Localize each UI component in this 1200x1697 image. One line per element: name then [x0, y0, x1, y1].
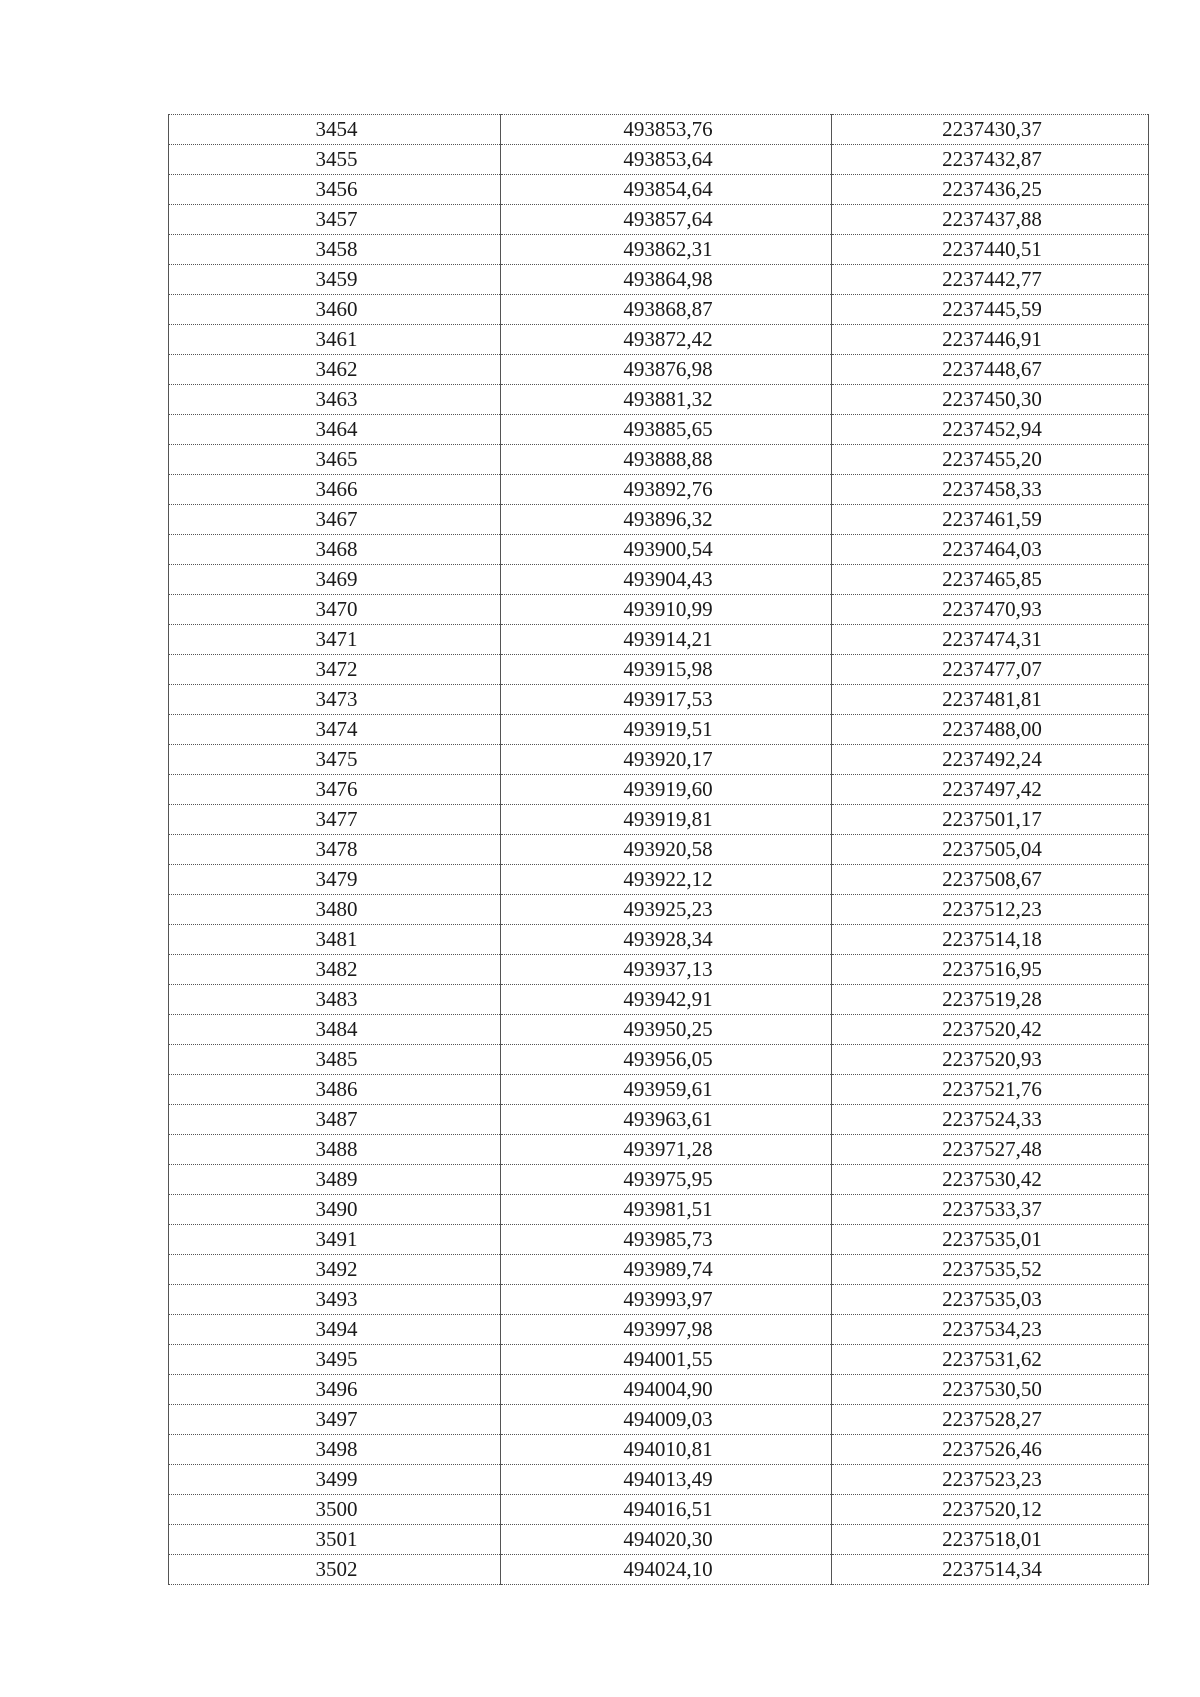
y-coordinate-cell: 2237535,03 [832, 1285, 1149, 1315]
y-coordinate-cell: 2237527,48 [832, 1135, 1149, 1165]
x-coordinate-cell: 493862,31 [501, 235, 832, 265]
x-coordinate-cell: 493876,98 [501, 355, 832, 385]
x-coordinate-cell: 493864,98 [501, 265, 832, 295]
table-row [169, 685, 1149, 715]
point-number-cell: 3500 [169, 1495, 501, 1525]
point-number-cell: 3486 [169, 1075, 501, 1105]
table-row [169, 865, 1149, 895]
table-row [169, 895, 1149, 925]
y-coordinate-cell: 2237440,51 [832, 235, 1149, 265]
table-row [169, 205, 1149, 235]
point-number-cell: 3466 [169, 475, 501, 505]
x-coordinate-cell: 493914,21 [501, 625, 832, 655]
point-number-cell: 3458 [169, 235, 501, 265]
table-row [169, 415, 1149, 445]
table-row [169, 1315, 1149, 1345]
table-row [169, 775, 1149, 805]
point-number-cell: 3471 [169, 625, 501, 655]
table-row [169, 1405, 1149, 1435]
y-coordinate-cell: 2237530,42 [832, 1165, 1149, 1195]
y-coordinate-cell: 2237535,01 [832, 1225, 1149, 1255]
table-row [169, 1345, 1149, 1375]
x-coordinate-cell: 493919,81 [501, 805, 832, 835]
point-number-cell: 3498 [169, 1435, 501, 1465]
x-coordinate-cell: 494004,90 [501, 1375, 832, 1405]
point-number-cell: 3457 [169, 205, 501, 235]
y-coordinate-cell: 2237521,76 [832, 1075, 1149, 1105]
table-row [169, 385, 1149, 415]
table-row [169, 535, 1149, 565]
table-row [169, 955, 1149, 985]
point-number-cell: 3502 [169, 1555, 501, 1585]
table-row [169, 265, 1149, 295]
point-number-cell: 3473 [169, 685, 501, 715]
table-row [169, 1555, 1149, 1585]
point-number-cell: 3495 [169, 1345, 501, 1375]
x-coordinate-cell: 494020,30 [501, 1525, 832, 1555]
point-number-cell: 3464 [169, 415, 501, 445]
y-coordinate-cell: 2237497,42 [832, 775, 1149, 805]
x-coordinate-cell: 493904,43 [501, 565, 832, 595]
x-coordinate-cell: 493915,98 [501, 655, 832, 685]
coordinates-table [168, 114, 1149, 1585]
table-row [169, 1165, 1149, 1195]
table-row [169, 295, 1149, 325]
table-row [169, 925, 1149, 955]
table-row [169, 655, 1149, 685]
table-row [169, 1225, 1149, 1255]
point-number-cell: 3467 [169, 505, 501, 535]
x-coordinate-cell: 493942,91 [501, 985, 832, 1015]
table-row [169, 1255, 1149, 1285]
x-coordinate-cell: 493868,87 [501, 295, 832, 325]
x-coordinate-cell: 493920,17 [501, 745, 832, 775]
x-coordinate-cell: 493917,53 [501, 685, 832, 715]
point-number-cell: 3477 [169, 805, 501, 835]
x-coordinate-cell: 493857,64 [501, 205, 832, 235]
x-coordinate-cell: 493997,98 [501, 1315, 832, 1345]
x-coordinate-cell: 494001,55 [501, 1345, 832, 1375]
y-coordinate-cell: 2237446,91 [832, 325, 1149, 355]
x-coordinate-cell: 493853,64 [501, 145, 832, 175]
point-number-cell: 3492 [169, 1255, 501, 1285]
y-coordinate-cell: 2237464,03 [832, 535, 1149, 565]
x-coordinate-cell: 493975,95 [501, 1165, 832, 1195]
x-coordinate-cell: 493853,76 [501, 115, 832, 145]
point-number-cell: 3487 [169, 1105, 501, 1135]
table-row [169, 1105, 1149, 1135]
y-coordinate-cell: 2237514,34 [832, 1555, 1149, 1585]
table-row [169, 985, 1149, 1015]
x-coordinate-cell: 494010,81 [501, 1435, 832, 1465]
point-number-cell: 3456 [169, 175, 501, 205]
y-coordinate-cell: 2237477,07 [832, 655, 1149, 685]
x-coordinate-cell: 493896,32 [501, 505, 832, 535]
y-coordinate-cell: 2237508,67 [832, 865, 1149, 895]
table-row [169, 1045, 1149, 1075]
x-coordinate-cell: 493956,05 [501, 1045, 832, 1075]
y-coordinate-cell: 2237492,24 [832, 745, 1149, 775]
point-number-cell: 3461 [169, 325, 501, 355]
table-row [169, 1375, 1149, 1405]
x-coordinate-cell: 493922,12 [501, 865, 832, 895]
y-coordinate-cell: 2237465,85 [832, 565, 1149, 595]
x-coordinate-cell: 493937,13 [501, 955, 832, 985]
point-number-cell: 3488 [169, 1135, 501, 1165]
x-coordinate-cell: 493892,76 [501, 475, 832, 505]
table-row [169, 805, 1149, 835]
point-number-cell: 3493 [169, 1285, 501, 1315]
y-coordinate-cell: 2237535,52 [832, 1255, 1149, 1285]
y-coordinate-cell: 2237520,42 [832, 1015, 1149, 1045]
y-coordinate-cell: 2237524,33 [832, 1105, 1149, 1135]
point-number-cell: 3454 [169, 115, 501, 145]
x-coordinate-cell: 494013,49 [501, 1465, 832, 1495]
table-row [169, 145, 1149, 175]
table-row [169, 235, 1149, 265]
point-number-cell: 3484 [169, 1015, 501, 1045]
y-coordinate-cell: 2237448,67 [832, 355, 1149, 385]
table-row [169, 835, 1149, 865]
table-row [169, 745, 1149, 775]
point-number-cell: 3490 [169, 1195, 501, 1225]
x-coordinate-cell: 493919,60 [501, 775, 832, 805]
table-row [169, 355, 1149, 385]
x-coordinate-cell: 493910,99 [501, 595, 832, 625]
point-number-cell: 3465 [169, 445, 501, 475]
x-coordinate-cell: 493985,73 [501, 1225, 832, 1255]
y-coordinate-cell: 2237531,62 [832, 1345, 1149, 1375]
y-coordinate-cell: 2237442,77 [832, 265, 1149, 295]
table-row [169, 625, 1149, 655]
point-number-cell: 3494 [169, 1315, 501, 1345]
y-coordinate-cell: 2237530,50 [832, 1375, 1149, 1405]
y-coordinate-cell: 2237481,81 [832, 685, 1149, 715]
x-coordinate-cell: 493928,34 [501, 925, 832, 955]
y-coordinate-cell: 2237470,93 [832, 595, 1149, 625]
x-coordinate-cell: 493885,65 [501, 415, 832, 445]
y-coordinate-cell: 2237519,28 [832, 985, 1149, 1015]
point-number-cell: 3483 [169, 985, 501, 1015]
point-number-cell: 3474 [169, 715, 501, 745]
y-coordinate-cell: 2237474,31 [832, 625, 1149, 655]
point-number-cell: 3501 [169, 1525, 501, 1555]
y-coordinate-cell: 2237445,59 [832, 295, 1149, 325]
point-number-cell: 3455 [169, 145, 501, 175]
table-row [169, 565, 1149, 595]
point-number-cell: 3481 [169, 925, 501, 955]
y-coordinate-cell: 2237455,20 [832, 445, 1149, 475]
point-number-cell: 3460 [169, 295, 501, 325]
point-number-cell: 3499 [169, 1465, 501, 1495]
y-coordinate-cell: 2237432,87 [832, 145, 1149, 175]
table-row [169, 1285, 1149, 1315]
point-number-cell: 3462 [169, 355, 501, 385]
point-number-cell: 3469 [169, 565, 501, 595]
point-number-cell: 3475 [169, 745, 501, 775]
x-coordinate-cell: 493971,28 [501, 1135, 832, 1165]
x-coordinate-cell: 493888,88 [501, 445, 832, 475]
y-coordinate-cell: 2237505,04 [832, 835, 1149, 865]
point-number-cell: 3485 [169, 1045, 501, 1075]
y-coordinate-cell: 2237520,93 [832, 1045, 1149, 1075]
x-coordinate-cell: 493993,97 [501, 1285, 832, 1315]
x-coordinate-cell: 493950,25 [501, 1015, 832, 1045]
y-coordinate-cell: 2237430,37 [832, 115, 1149, 145]
y-coordinate-cell: 2237533,37 [832, 1195, 1149, 1225]
x-coordinate-cell: 493900,54 [501, 535, 832, 565]
x-coordinate-cell: 494009,03 [501, 1405, 832, 1435]
x-coordinate-cell: 493925,23 [501, 895, 832, 925]
y-coordinate-cell: 2237512,23 [832, 895, 1149, 925]
point-number-cell: 3480 [169, 895, 501, 925]
table-row [169, 1495, 1149, 1525]
y-coordinate-cell: 2237458,33 [832, 475, 1149, 505]
y-coordinate-cell: 2237518,01 [832, 1525, 1149, 1555]
table-row [169, 1435, 1149, 1465]
y-coordinate-cell: 2237437,88 [832, 205, 1149, 235]
y-coordinate-cell: 2237514,18 [832, 925, 1149, 955]
point-number-cell: 3459 [169, 265, 501, 295]
y-coordinate-cell: 2237516,95 [832, 955, 1149, 985]
table-row [169, 1135, 1149, 1165]
table-row [169, 1015, 1149, 1045]
x-coordinate-cell: 493872,42 [501, 325, 832, 355]
y-coordinate-cell: 2237452,94 [832, 415, 1149, 445]
point-number-cell: 3478 [169, 835, 501, 865]
table-row [169, 595, 1149, 625]
y-coordinate-cell: 2237534,23 [832, 1315, 1149, 1345]
table-row [169, 1465, 1149, 1495]
point-number-cell: 3479 [169, 865, 501, 895]
point-number-cell: 3463 [169, 385, 501, 415]
table-row [169, 475, 1149, 505]
table-row [169, 325, 1149, 355]
x-coordinate-cell: 493989,74 [501, 1255, 832, 1285]
table-row [169, 175, 1149, 205]
point-number-cell: 3472 [169, 655, 501, 685]
x-coordinate-cell: 493854,64 [501, 175, 832, 205]
x-coordinate-cell: 493981,51 [501, 1195, 832, 1225]
point-number-cell: 3470 [169, 595, 501, 625]
y-coordinate-cell: 2237450,30 [832, 385, 1149, 415]
y-coordinate-cell: 2237461,59 [832, 505, 1149, 535]
y-coordinate-cell: 2237436,25 [832, 175, 1149, 205]
x-coordinate-cell: 493920,58 [501, 835, 832, 865]
point-number-cell: 3489 [169, 1165, 501, 1195]
point-number-cell: 3476 [169, 775, 501, 805]
table-row [169, 445, 1149, 475]
coordinates-table-body [169, 115, 1149, 1585]
x-coordinate-cell: 494016,51 [501, 1495, 832, 1525]
x-coordinate-cell: 494024,10 [501, 1555, 832, 1585]
table-row [169, 715, 1149, 745]
table-row [169, 505, 1149, 535]
y-coordinate-cell: 2237526,46 [832, 1435, 1149, 1465]
table-row [169, 1075, 1149, 1105]
table-row [169, 1195, 1149, 1225]
table-row [169, 1525, 1149, 1555]
y-coordinate-cell: 2237523,23 [832, 1465, 1149, 1495]
point-number-cell: 3496 [169, 1375, 501, 1405]
x-coordinate-cell: 493959,61 [501, 1075, 832, 1105]
point-number-cell: 3468 [169, 535, 501, 565]
y-coordinate-cell: 2237520,12 [832, 1495, 1149, 1525]
y-coordinate-cell: 2237488,00 [832, 715, 1149, 745]
point-number-cell: 3491 [169, 1225, 501, 1255]
y-coordinate-cell: 2237528,27 [832, 1405, 1149, 1435]
point-number-cell: 3497 [169, 1405, 501, 1435]
x-coordinate-cell: 493919,51 [501, 715, 832, 745]
point-number-cell: 3482 [169, 955, 501, 985]
x-coordinate-cell: 493881,32 [501, 385, 832, 415]
table-row [169, 115, 1149, 145]
x-coordinate-cell: 493963,61 [501, 1105, 832, 1135]
y-coordinate-cell: 2237501,17 [832, 805, 1149, 835]
